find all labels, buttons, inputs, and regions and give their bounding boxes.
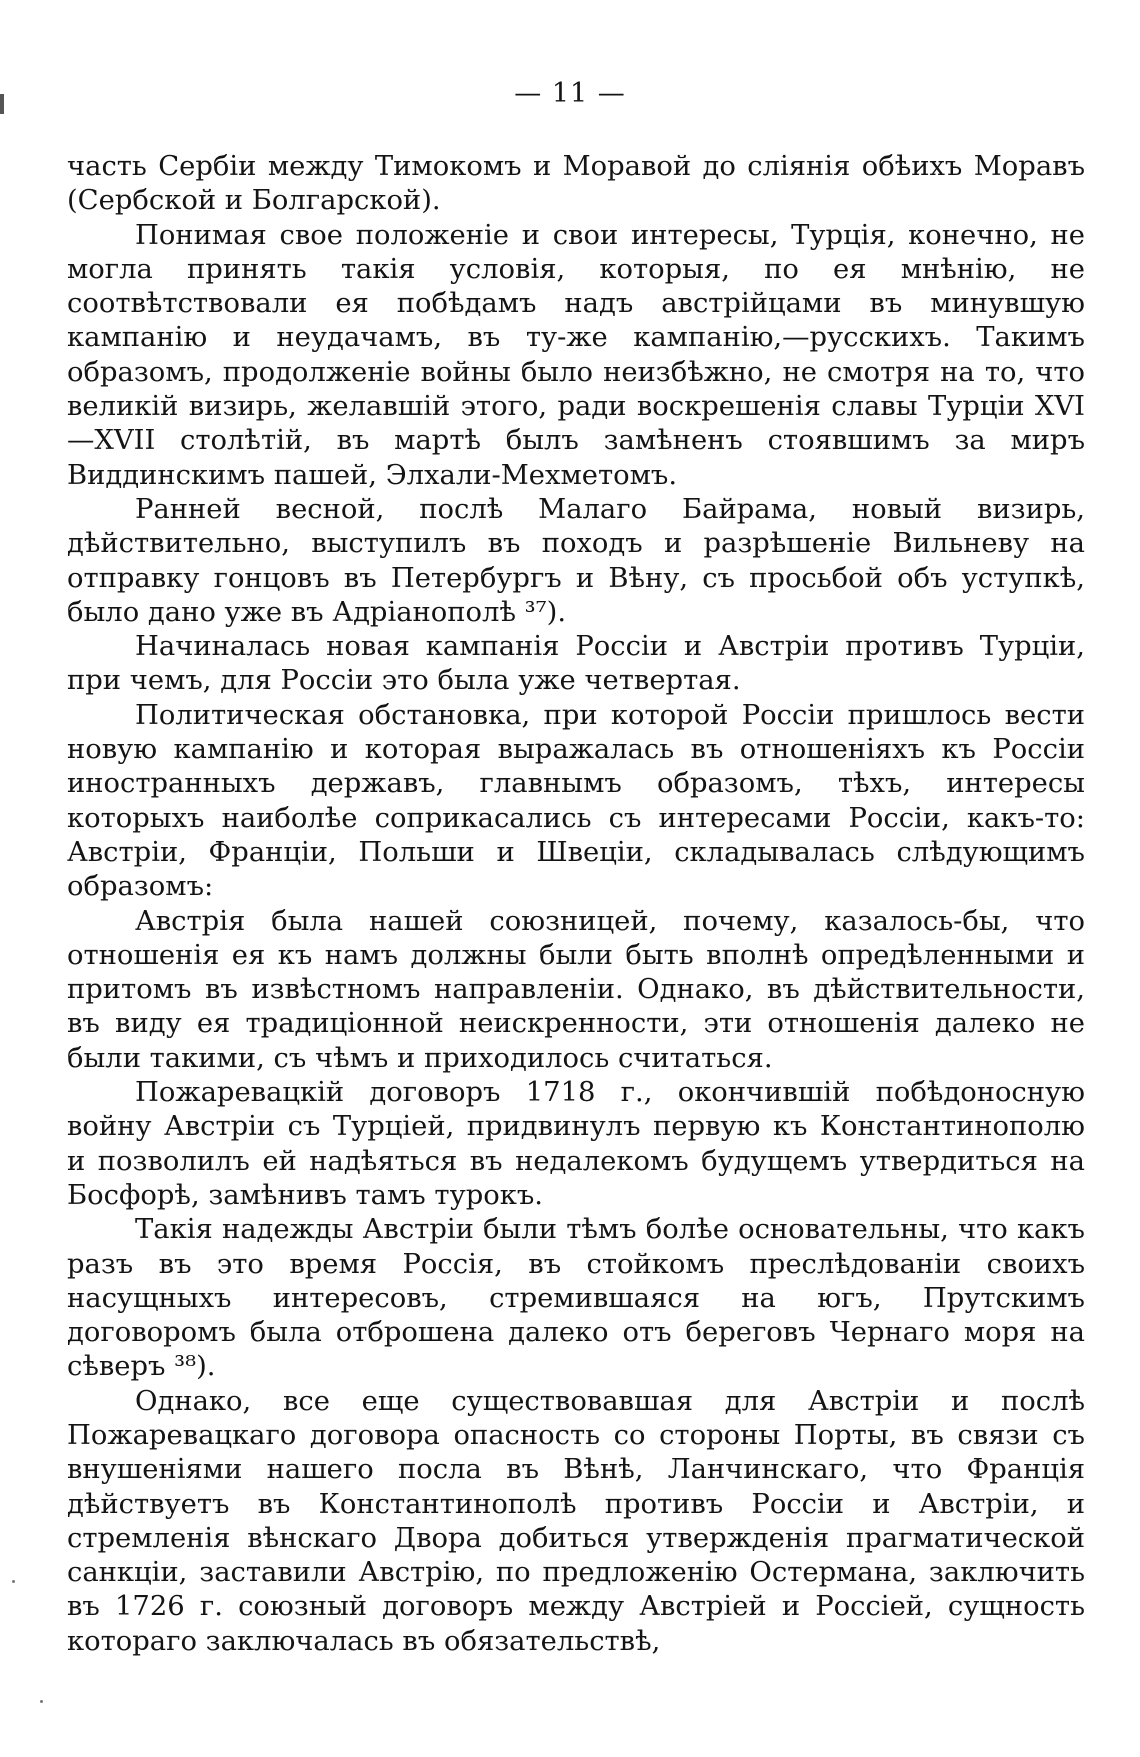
paragraph: Ранней весной, послѣ Малаго Байрама, новый визирь, дѣйствительно, выступилъ въ походъ и разрѣшеніе Вильневу на отправку гонцовъ въ Петербургъ и Вѣну, съ просьбой объ уступкѣ, было дано уже въ Адріанополѣ ³⁷).: [67, 493, 1085, 628]
margin-speck: [40, 1700, 43, 1703]
paragraph: Пожаревацкій договоръ 1718 г., окончившій побѣдоносную войну Австріи съ Турціей, придвинулъ первую къ Константинополю и позволилъ ей надѣяться въ недалекомъ будущемъ утвердиться на Босфорѣ, замѣнивъ тамъ турокъ.: [67, 1077, 1085, 1211]
paragraph: часть Сербіи между Тимокомъ и Моравой до сліянія обѣихъ Моравъ (Сербской и Болгарской).: [67, 151, 1085, 217]
page-number: — 11 —: [514, 78, 626, 109]
paragraph: Такія надежды Австріи были тѣмъ болѣе основательны, что какъ разъ въ это время Россія, въ стойкомъ преслѣдованіи своихъ насущныхъ интересовъ, стремившаяся на югъ, Прутскимъ договоромъ была отброшена далеко отъ береговъ Чернаго моря на сѣверъ ³⁸).: [67, 1214, 1085, 1383]
paragraph: Начиналась новая кампанія Россіи и Австріи противъ Турціи, при чемъ, для Россіи это была уже четвертая.: [67, 631, 1085, 697]
paragraph: Понимая свое положеніе и свои интересы, Турція, конечно, не могла принять такія условія, которыя, по ея мнѣнію, не соотвѣтствовали ея побѣдамъ надъ австрійцами въ минувшую кампанію и неудачамъ, въ ту-же кампанію,—русскихъ. Такимъ образомъ, продолженіе войны было неизбѣжно, не смотря на то, что великій визирь, желавшій этого, ради воскрешенія славы Турціи XVI—XVII столѣтій, въ мартѣ былъ замѣненъ стоявшимъ за миръ Виддинскимъ пашей, Элхали-Мехметомъ.: [67, 219, 1085, 491]
paragraph: Однако, все еще существовавшая для Австріи и послѣ Пожаревацкаго договора опасность со стороны Порты, въ связи съ внушеніями нашего посла въ Вѣнѣ, Ланчинскаго, что Франція дѣйствуетъ въ Константинополѣ противъ Россіи и Австріи, и стремленія вѣнскаго Двора добиться утвержденія прагматической санкціи, заставили Австрію, по предложенію Остермана, заключить въ 1726 г. союзный договоръ между Австріей и Россіей, сущность котораго заключалась въ обязательствѣ,: [67, 1385, 1085, 1657]
page-body: [67, 150, 1085, 1659]
paragraph: Политическая обстановка, при которой Россіи пришлось вести новую кампанію и которая выражалась въ отношеніяхъ къ Россіи иностранныхъ державъ, главнымъ образомъ, тѣхъ, интересы которыхъ наиболѣе соприкасались съ интересами Россіи, какъ-то: Австріи, Франціи, Польши и Швеціи, складывалась слѣдующимъ образомъ:: [67, 699, 1085, 903]
paragraph: Австрія была нашей союзницей, почему, казалось-бы, что отношенія ея къ намъ должны были быть вполнѣ опредѣленными и притомъ въ извѣстномъ направленіи. Однако, въ дѣйствительности, въ виду ея традиціонной неискренности, эти отношенія далеко не были такими, съ чѣмъ и приходилось считаться.: [67, 905, 1085, 1074]
margin-speck: [12, 1580, 15, 1583]
